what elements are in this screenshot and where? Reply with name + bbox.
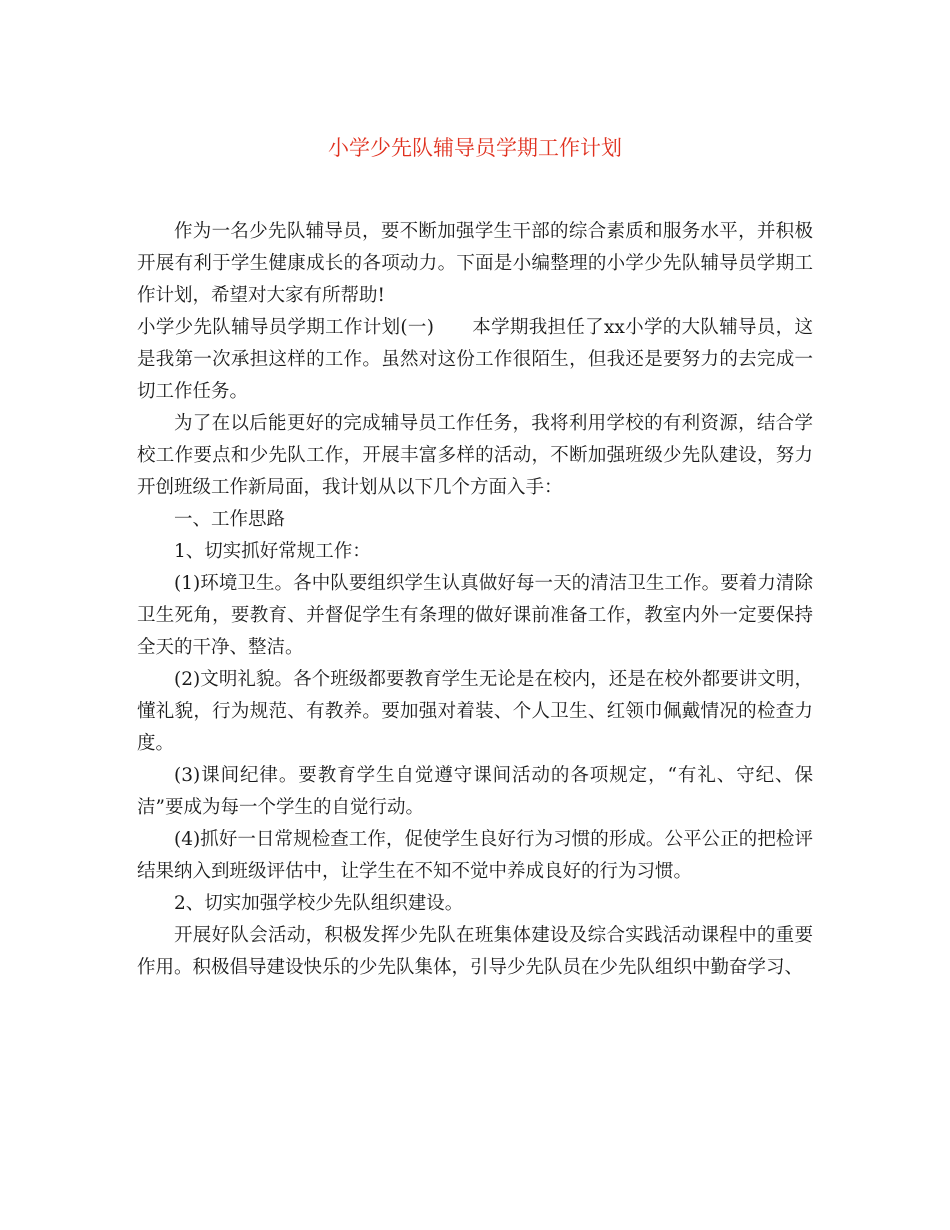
item-break-discipline: (3)课间纪律。要教育学生自觉遵守课间活动的各项规定，“有礼、守纪、保洁”要成为每一个学生的自觉行动。 <box>137 765 813 818</box>
document-body <box>137 216 813 984</box>
item-heading-routine-work: 1、切实抓好常规工作： <box>174 541 371 562</box>
section-first-text: 本学期我担任了xx小学的大队辅导员，这是我第一次承担这样的工作。虽然对这份工作很陌生，但我还是要努力的去完成一切工作任务。 <box>137 317 813 402</box>
item-daily-inspection: (4)抓好一日常规检查工作，促使学生良好行为习惯的形成。公平公正的把检评结果纳入到班级评估中，让学生在不知不觉中养成良好的行为习惯。 <box>137 829 813 882</box>
document-title: 小学少先队辅导员学期工作计划 <box>328 136 622 160</box>
body-paragraph-activities: 开展好队会活动，积极发挥少先队在班集体建设及综合实践活动课程中的重要作用。积极倡导建设快乐的少先队集体，引导少先队员在少先队组织中勤奋学习、 <box>137 925 813 978</box>
item-environment-hygiene: (1)环境卫生。各中队要组织学生认真做好每一天的清洁卫生工作。要着力清除卫生死角，要教育、并督促学生有条理的做好课前准备工作，教室内外一定要保持全天的干净、整洁。 <box>137 573 813 658</box>
intro-paragraph: 作为一名少先队辅导员，要不断加强学生干部的综合素质和服务水平，并积极开展有利于学生健康成长的各项动力。下面是小编整理的小学少先队辅导员学期工作计划，希望对大家有所帮助! <box>137 221 813 306</box>
body-paragraph: 为了在以后能更好的完成辅导员工作任务，我将利用学校的有利资源，结合学校工作要点和少先队工作，开展丰富多样的活动，不断加强班级少先队建设，努力开创班级工作新局面，我计划从以下几个方面入手： <box>137 413 813 498</box>
section-first-paragraph <box>137 312 813 408</box>
section-heading-work-ideas: 一、工作思路 <box>174 509 286 530</box>
section-heading: 小学少先队辅导员学期工作计划(一) <box>137 317 434 338</box>
item-civility: (2)文明礼貌。各个班级都要教育学生无论是在校内，还是在校外都要讲文明，懂礼貌，行为规范、有教养。要加强对着装、个人卫生、红领巾佩戴情况的检查力度。 <box>137 669 813 754</box>
item-heading-organization: 2、切实加强学校少先队组织建设。 <box>174 893 464 914</box>
